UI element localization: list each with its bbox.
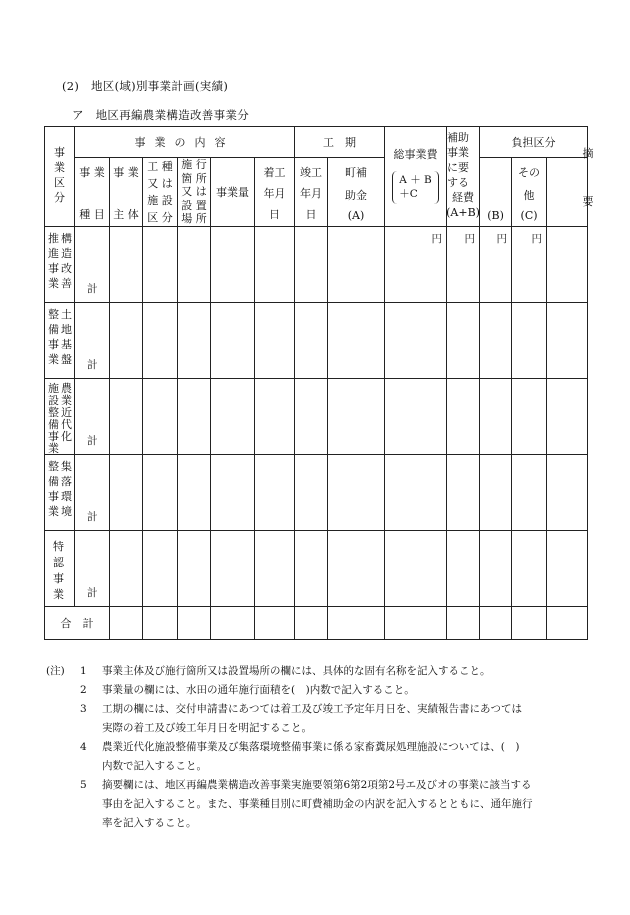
subtotal-label: 計 [87,359,98,371]
location-label: 又 は [181,185,207,199]
category-char: 業 [48,442,59,455]
category-name-text [48,231,72,291]
category-char: 業 [48,505,59,518]
note-prefix [46,776,80,795]
category-char: 造 [61,247,72,260]
category-char: 業 [61,394,72,407]
category-header-char: 分 [54,190,65,204]
period-group-header: 工 期 [295,127,385,158]
subtotal-label: 計 [87,435,98,447]
start-date-label: 年月 [263,187,286,200]
note-text: 摘要欄には、地区再編農業構造改善事業実施要領第6第2項第2号エ及びオの事業に該当する [102,779,532,791]
subsidy-expense-header [447,127,480,227]
start-date-header [255,158,295,227]
category-char: 事 [48,262,59,275]
quantity-header: 事業量 [211,158,255,227]
data-cell [178,303,211,379]
yen-unit: 円 [431,233,443,245]
data-cell [211,455,255,531]
data-cell [385,303,447,379]
note-continuation: 率を記入すること。 [102,817,197,829]
subtotal-cell [75,455,110,531]
category-char: 事 [48,338,59,351]
data-cell [512,303,547,379]
location-label: 箇 所 [181,171,207,185]
data-cell [143,455,178,531]
note-text: 農業近代化施設整備事業及び集落環境整備事業に係る家畜糞尿処理施設については、( ) [102,741,520,753]
note-number: 2 [80,684,87,696]
subsidy-expense-label: 経費 [452,190,475,204]
data-cell [110,303,143,379]
category-char: 境 [61,505,72,518]
subtotal-label: 計 [87,283,98,295]
note-number: 5 [80,779,87,791]
work-type-label: 施 設 [147,194,173,207]
data-cell [480,303,512,379]
subsidy-expense-label: 補助事業 [447,131,470,160]
data-cell [547,303,588,379]
work-type-label: 又 は [147,177,173,190]
amount-cell [385,227,447,303]
category-char: 環 [61,490,72,503]
entity-header: 事 業 主 体 [110,158,143,227]
data-cell [480,379,512,455]
finish-date-label: 年月 [300,187,323,200]
category-char: 事 [48,490,59,503]
data-cell [480,455,512,531]
yen-unit: 円 [464,233,476,245]
category-char: 代 [61,418,72,431]
category-char: 特 [53,540,64,553]
note-number: 4 [80,741,87,753]
category-char: 改 [61,262,72,275]
category-header-char: 業 [54,161,65,175]
category-char: 盤 [61,353,72,366]
category-char: 農 [61,382,72,395]
data-cell [178,227,211,303]
data-cell [143,227,178,303]
location-label: 設 置 [181,198,207,212]
data-cell [211,303,255,379]
subtotal-cell [75,531,110,607]
content-group-header: 事業の内容 [75,127,295,158]
data-cell [211,227,255,303]
grand-total-label: 合 計 [45,607,110,640]
note-text: 事業主体及び施行箇所又は設置場所の欄には、具体的な固有名称を記入すること。 [102,665,491,677]
start-date-label: 着工 [263,166,286,179]
note-continuation: 実際の着工及び竣工年月日を明記すること。 [102,722,312,734]
note-number: 1 [80,665,87,677]
total-cost-header: 総事業費 A ＋ B ＋C [385,127,447,227]
data-cell [447,455,480,531]
note-item [46,738,533,757]
category-char: 集 [61,460,72,473]
data-cell [547,227,588,303]
start-date-label: 日 [269,208,281,221]
project-plan-table: 事 業 区 分 事業の内容 工 期 総事業費 A ＋ B ＋C 補助事業 に要する 経費 (A+B) 負担区分 摘 要 事 業 種 目 事 業 主 体 工 種 又 は 施 設 区 分 施 行 箇 所 又 は 設 置 場 所 事業量 着工 年月 日 竣工 年月 日 町補 助金 (A) (B) その 他 (C) 構 造 改 善 推 進 事 業 計 円 円 円 円 土 地 基 盤 整 備 事 業 計 農 業 近 代 化 施 設 整 備 事 業 計 集 落 環 境 整 備 事 業 計 特 認 事 業 計 合 計 [44,126,588,640]
category-char: 認 [53,556,64,569]
category-char: 落 [61,475,72,488]
yen-unit: 円 [531,233,543,245]
category-char: 土 [61,308,72,321]
data-cell [295,379,328,455]
data-cell [110,227,143,303]
data-cell [447,303,480,379]
data-cell [447,531,480,607]
category-char: 備 [48,418,59,431]
category-char: 整 [48,308,59,321]
category-char: 業 [53,588,64,601]
note-continuation: 内数で記入すること。 [102,760,207,772]
amount-cell [512,227,547,303]
work-type-label: 工 種 [147,160,173,173]
data-cell [385,531,447,607]
category-header-char: 事 [54,146,65,160]
category-name [45,455,75,531]
category-row [45,379,588,455]
work-type-label: 区 分 [147,211,173,224]
category-name [45,227,75,303]
data-cell [143,379,178,455]
amount-cell [447,227,480,303]
town-subsidy-label: 町補 [345,166,368,179]
data-cell [547,379,588,455]
category-char: 進 [48,247,59,260]
notes-section [46,662,533,833]
data-cell [447,379,480,455]
data-cell [547,455,588,531]
category-row [45,455,588,531]
data-cell [295,227,328,303]
note-prefix [46,700,80,719]
category-row [45,303,588,379]
data-cell [328,303,385,379]
category-char: 善 [61,277,72,290]
category-name-text [48,459,72,519]
data-cell [178,379,211,455]
category-char: 地 [61,323,72,336]
finish-date-label: 日 [305,208,317,221]
location-header [178,158,211,227]
category-char: 基 [61,338,72,351]
town-subsidy-header [328,158,385,227]
data-cell [328,531,385,607]
data-cell [328,227,385,303]
data-cell [512,455,547,531]
amount-cell [480,227,512,303]
data-cell [328,455,385,531]
category-char: 整 [48,406,59,419]
data-cell [328,379,385,455]
subtotal-cell [75,379,110,455]
category-name [45,531,75,607]
other-label: その [518,166,541,179]
category-char: 事 [53,572,64,585]
note-item [46,700,533,719]
category-name [45,303,75,379]
subsidy-expense-label: に要する [447,161,470,189]
note-item [46,662,533,681]
category-name [45,379,75,455]
subtotal-cell [75,303,110,379]
category-row [45,227,588,303]
subtotal-cell [75,227,110,303]
category-name-text [48,307,72,367]
data-cell [143,531,178,607]
data-cell [255,303,295,379]
note-item [46,776,533,795]
data-cell [110,379,143,455]
category-char: 設 [48,394,59,407]
note-text: 工期の欄には、交付申請書にあつては着工及び竣工予定年月日を、実績報告書にあつては [102,703,522,715]
other-label: (C) [520,209,538,222]
data-cell [547,531,588,607]
data-cell [110,455,143,531]
yen-unit: 円 [496,233,508,245]
category-row [45,531,588,607]
note-item [46,681,533,700]
other-label: 他 [523,188,535,202]
note-text: 事業量の欄には、水田の通年施行面積を( )内数で記入すること。 [102,684,415,696]
finish-date-header [295,158,328,227]
finish-date-label: 竣工 [300,166,323,179]
data-cell [255,455,295,531]
data-cell [255,379,295,455]
category-name-text [48,383,72,455]
category-char: 近 [61,406,72,419]
data-cell [143,303,178,379]
category-char: 事 [48,430,59,443]
category-char: 構 [61,232,72,245]
data-cell [255,531,295,607]
category-char: 推 [48,232,59,245]
note-continuation: 事由を記入すること。また、事業種目別に町費補助金の内訳を記入するとともに、通年施行 [102,798,533,810]
location-label: 施 行 [181,158,207,172]
category-char: 業 [48,277,59,290]
category-char: 施 [48,382,59,395]
category-char: 備 [48,323,59,336]
subsection-heading: ア 地区再編農業構造改善事業分 [72,108,249,122]
category-char: 整 [48,460,59,473]
category-char: 備 [48,475,59,488]
note-prefix [46,738,80,757]
town-subsidy-label: (A) [347,209,365,222]
data-cell [110,531,143,607]
data-cell [255,227,295,303]
note-prefix: (注) [46,665,65,677]
data-cell [211,531,255,607]
data-cell [295,455,328,531]
data-cell [295,531,328,607]
work-type-header [143,158,178,227]
data-cell [512,531,547,607]
data-cell [295,303,328,379]
subsidy-expense-label: (A+B) [446,205,480,219]
b-column-header: (B) [480,158,512,227]
note-number: 3 [80,703,87,715]
data-cell [385,455,447,531]
town-subsidy-label: 助金 [345,188,368,202]
category-char: 化 [61,430,72,443]
data-cell [480,531,512,607]
other-header [512,158,547,227]
data-cell [178,531,211,607]
category-char: 業 [48,353,59,366]
data-cell [385,379,447,455]
data-cell [178,455,211,531]
category-header [45,127,75,227]
data-cell [512,379,547,455]
data-cell [211,379,255,455]
category-header-char: 区 [54,176,65,189]
category-name-text [53,539,64,603]
burden-group-header: 負担区分 [480,127,588,158]
subtotal-label: 計 [87,511,98,523]
type-header: 事 業 種 目 [75,158,110,227]
note-prefix [46,681,80,700]
subtotal-label: 計 [87,587,98,599]
section-heading: (2) 地区(域)別事業計画(実績) [62,79,229,93]
location-label: 場 所 [181,212,207,226]
